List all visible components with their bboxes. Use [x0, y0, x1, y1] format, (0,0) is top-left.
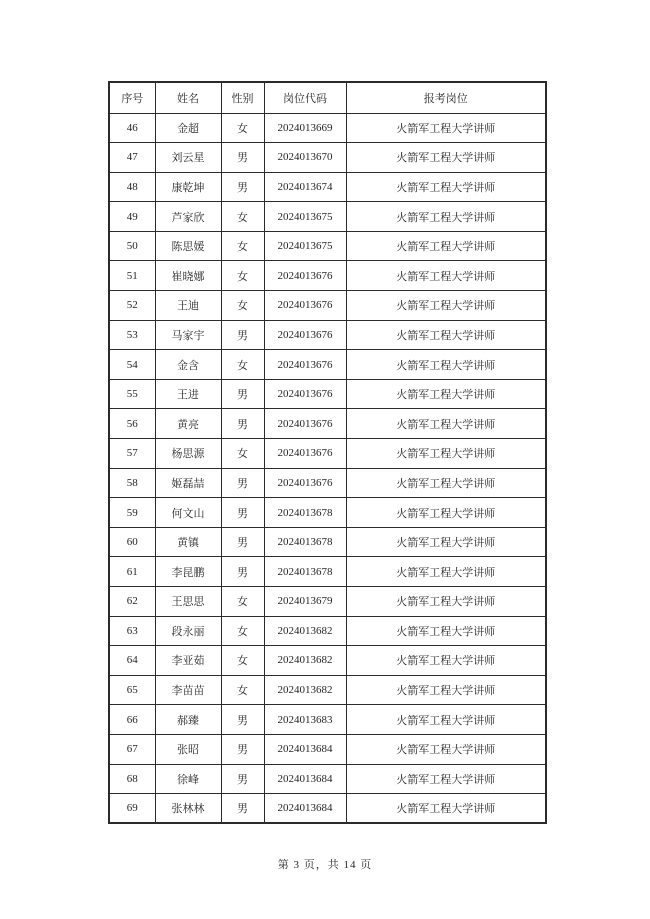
table-row	[109, 439, 546, 469]
cell-no: 57	[109, 439, 155, 469]
applicants-table	[108, 81, 547, 824]
cell-position: 火箭军工程大学讲师	[346, 498, 546, 528]
cell-name: 康乾坤	[155, 172, 221, 202]
cell-name: 崔晓娜	[155, 261, 221, 291]
cell-position: 火箭军工程大学讲师	[346, 468, 546, 498]
cell-no: 64	[109, 646, 155, 676]
cell-code: 2024013675	[264, 202, 346, 232]
table-row	[109, 705, 546, 735]
cell-no: 56	[109, 409, 155, 439]
cell-gender: 女	[221, 587, 264, 617]
table-row	[109, 379, 546, 409]
table-row	[109, 527, 546, 557]
cell-code: 2024013676	[264, 379, 346, 409]
cell-no: 51	[109, 261, 155, 291]
cell-no: 50	[109, 231, 155, 261]
cell-gender: 男	[221, 409, 264, 439]
cell-code: 2024013682	[264, 675, 346, 705]
cell-code: 2024013684	[264, 764, 346, 794]
cell-gender: 男	[221, 498, 264, 528]
cell-no: 61	[109, 557, 155, 587]
table-row	[109, 231, 546, 261]
cell-no: 58	[109, 468, 155, 498]
header-row	[109, 82, 546, 113]
cell-name: 陈思媛	[155, 231, 221, 261]
cell-name: 李昆鹏	[155, 557, 221, 587]
cell-code: 2024013676	[264, 291, 346, 321]
cell-name: 黄亮	[155, 409, 221, 439]
cell-gender: 女	[221, 616, 264, 646]
header-cell-gender: 性别	[221, 82, 264, 113]
cell-code: 2024013682	[264, 646, 346, 676]
cell-code: 2024013679	[264, 587, 346, 617]
cell-code: 2024013683	[264, 705, 346, 735]
cell-code: 2024013678	[264, 557, 346, 587]
table-row	[109, 172, 546, 202]
table-row	[109, 794, 546, 824]
cell-position: 火箭军工程大学讲师	[346, 587, 546, 617]
cell-position: 火箭军工程大学讲师	[346, 143, 546, 173]
table-row	[109, 291, 546, 321]
cell-no: 69	[109, 794, 155, 824]
cell-name: 姬磊喆	[155, 468, 221, 498]
cell-name: 王思思	[155, 587, 221, 617]
table-row	[109, 113, 546, 143]
cell-no: 63	[109, 616, 155, 646]
cell-name: 李亚茹	[155, 646, 221, 676]
table-row	[109, 646, 546, 676]
cell-code: 2024013676	[264, 409, 346, 439]
cell-gender: 男	[221, 794, 264, 824]
cell-code: 2024013678	[264, 498, 346, 528]
cell-position: 火箭军工程大学讲师	[346, 172, 546, 202]
header-cell-code: 岗位代码	[264, 82, 346, 113]
header-cell-position: 报考岗位	[346, 82, 546, 113]
cell-name: 李苗苗	[155, 675, 221, 705]
cell-name: 徐峰	[155, 764, 221, 794]
cell-gender: 女	[221, 261, 264, 291]
cell-code: 2024013676	[264, 468, 346, 498]
table-row	[109, 143, 546, 173]
cell-code: 2024013675	[264, 231, 346, 261]
cell-no: 48	[109, 172, 155, 202]
cell-no: 59	[109, 498, 155, 528]
cell-gender: 女	[221, 350, 264, 380]
cell-no: 55	[109, 379, 155, 409]
cell-gender: 女	[221, 675, 264, 705]
table-row	[109, 350, 546, 380]
cell-name: 芦家欣	[155, 202, 221, 232]
cell-code: 2024013678	[264, 527, 346, 557]
cell-name: 金超	[155, 113, 221, 143]
cell-gender: 男	[221, 320, 264, 350]
cell-position: 火箭军工程大学讲师	[346, 409, 546, 439]
page-number: 第 3 页，共 14 页	[277, 859, 373, 871]
header-cell-name: 姓名	[155, 82, 221, 113]
cell-no: 62	[109, 587, 155, 617]
cell-gender: 男	[221, 143, 264, 173]
cell-position: 火箭军工程大学讲师	[346, 557, 546, 587]
table-header	[109, 82, 546, 113]
cell-gender: 女	[221, 231, 264, 261]
cell-position: 火箭军工程大学讲师	[346, 734, 546, 764]
cell-position: 火箭军工程大学讲师	[346, 231, 546, 261]
cell-name: 杨思源	[155, 439, 221, 469]
cell-no: 60	[109, 527, 155, 557]
header-cell-no: 序号	[109, 82, 155, 113]
table-body	[109, 113, 546, 823]
cell-gender: 女	[221, 113, 264, 143]
cell-code: 2024013676	[264, 320, 346, 350]
table-row	[109, 764, 546, 794]
cell-gender: 女	[221, 202, 264, 232]
cell-no: 65	[109, 675, 155, 705]
cell-name: 何文山	[155, 498, 221, 528]
table-row	[109, 734, 546, 764]
table-row	[109, 498, 546, 528]
cell-no: 53	[109, 320, 155, 350]
cell-name: 黄镇	[155, 527, 221, 557]
cell-name: 王迪	[155, 291, 221, 321]
cell-code: 2024013676	[264, 439, 346, 469]
cell-no: 49	[109, 202, 155, 232]
cell-position: 火箭军工程大学讲师	[346, 646, 546, 676]
cell-no: 46	[109, 113, 155, 143]
cell-position: 火箭军工程大学讲师	[346, 764, 546, 794]
cell-code: 2024013670	[264, 143, 346, 173]
cell-position: 火箭军工程大学讲师	[346, 794, 546, 824]
cell-position: 火箭军工程大学讲师	[346, 527, 546, 557]
cell-name: 金含	[155, 350, 221, 380]
cell-no: 52	[109, 291, 155, 321]
cell-position: 火箭军工程大学讲师	[346, 439, 546, 469]
cell-gender: 女	[221, 439, 264, 469]
cell-no: 66	[109, 705, 155, 735]
cell-gender: 女	[221, 291, 264, 321]
cell-gender: 男	[221, 734, 264, 764]
cell-position: 火箭军工程大学讲师	[346, 350, 546, 380]
cell-no: 47	[109, 143, 155, 173]
cell-gender: 男	[221, 468, 264, 498]
cell-gender: 男	[221, 527, 264, 557]
cell-gender: 男	[221, 172, 264, 202]
cell-gender: 男	[221, 764, 264, 794]
table-row	[109, 557, 546, 587]
table-row	[109, 616, 546, 646]
table-row	[109, 468, 546, 498]
table-row	[109, 409, 546, 439]
cell-name: 段永丽	[155, 616, 221, 646]
cell-position: 火箭军工程大学讲师	[346, 705, 546, 735]
cell-gender: 男	[221, 557, 264, 587]
cell-position: 火箭军工程大学讲师	[346, 202, 546, 232]
cell-gender: 女	[221, 646, 264, 676]
cell-name: 王进	[155, 379, 221, 409]
table-row	[109, 202, 546, 232]
cell-name: 刘云星	[155, 143, 221, 173]
cell-position: 火箭军工程大学讲师	[346, 616, 546, 646]
cell-name: 郝臻	[155, 705, 221, 735]
cell-name: 张林林	[155, 794, 221, 824]
cell-code: 2024013676	[264, 350, 346, 380]
cell-position: 火箭军工程大学讲师	[346, 379, 546, 409]
cell-no: 54	[109, 350, 155, 380]
cell-code: 2024013682	[264, 616, 346, 646]
cell-position: 火箭军工程大学讲师	[346, 320, 546, 350]
cell-code: 2024013676	[264, 261, 346, 291]
cell-position: 火箭军工程大学讲师	[346, 675, 546, 705]
cell-name: 马家宇	[155, 320, 221, 350]
table-row	[109, 675, 546, 705]
cell-code: 2024013669	[264, 113, 346, 143]
cell-code: 2024013684	[264, 734, 346, 764]
cell-gender: 男	[221, 705, 264, 735]
cell-code: 2024013674	[264, 172, 346, 202]
table-row	[109, 320, 546, 350]
cell-no: 67	[109, 734, 155, 764]
cell-code: 2024013684	[264, 794, 346, 824]
cell-name: 张昭	[155, 734, 221, 764]
cell-position: 火箭军工程大学讲师	[346, 113, 546, 143]
table-row	[109, 587, 546, 617]
cell-no: 68	[109, 764, 155, 794]
cell-position: 火箭军工程大学讲师	[346, 261, 546, 291]
table-row	[109, 261, 546, 291]
cell-position: 火箭军工程大学讲师	[346, 291, 546, 321]
cell-gender: 男	[221, 379, 264, 409]
